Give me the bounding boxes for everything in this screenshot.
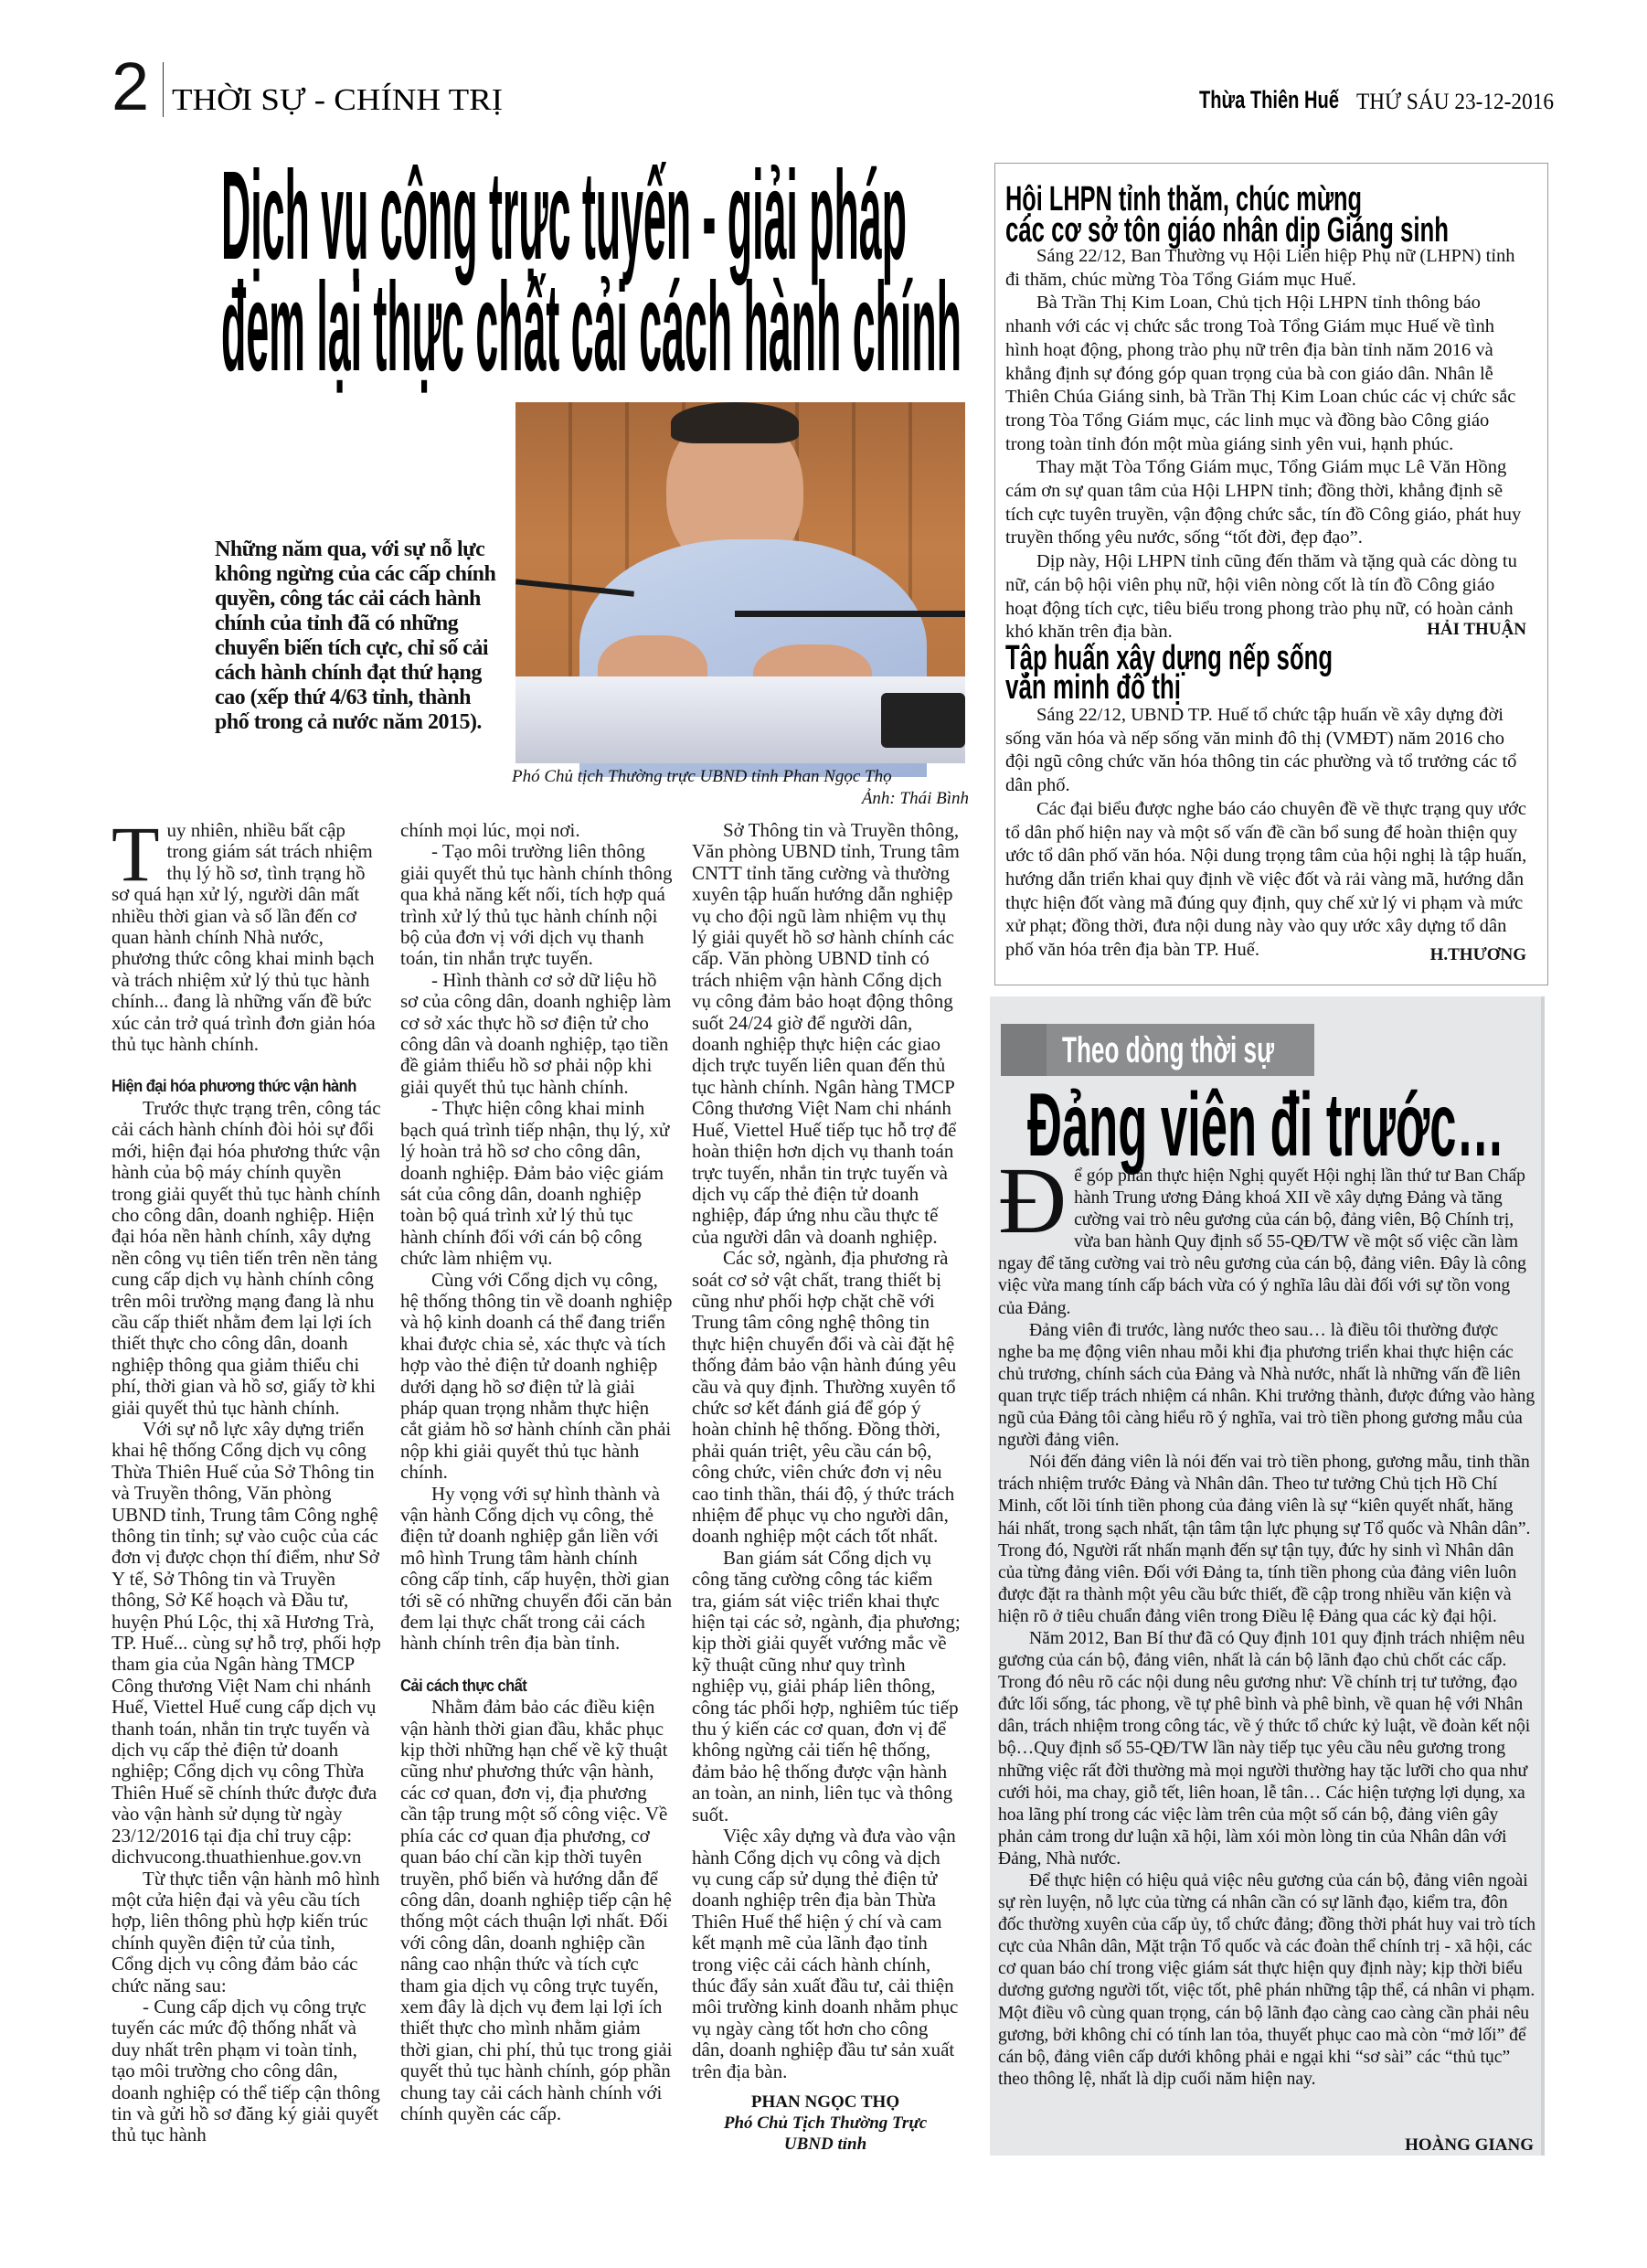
- issue-date: THỨ SÁU 23-12-2016: [1356, 90, 1568, 114]
- commentary-title-text: Đảng viên đi trước…: [1027, 1074, 1504, 1175]
- article-signature: [692, 2092, 959, 2155]
- paragraph: Các sở, ngành, địa phương rà soát cơ sở vật chất, trang thiết bị cũng như phối hợp chặt chẽ với Trung tâm công nghệ thông tin thực hiện chuyển đổi và cài đặt hệ thống đảm bảo vận hành đúng yêu cầu và quy định. Thường xuyên tổ chức sơ kết đánh giá để góp ý hoàn chỉnh hệ thống. Đồng thời, phải quán triệt, yêu cầu cán bộ, công chức, viên chức đơn vị nêu cao tinh thần, thái độ, ý thức trách nhiệm để phục vụ cho người dân, doanh nghiệp một cách tốt nhất.: [692, 1247, 957, 1548]
- paragraph: Thay mặt Tòa Tổng Giám mục, Tổng Giám mục Lê Văn Hồng cám ơn sự quan tâm của Hội LHPN tỉnh; đồng thời, khẳng định sẽ tích cực tuyên truyền, vận động chức sắc, tín đồ Công giáo, phát huy truyền thống yêu nước, sống “tốt đời, đẹp đạo”.: [1005, 457, 1522, 548]
- section-title: [172, 75, 519, 115]
- subheading: Hiện đại hóa phương thức vận hành: [112, 1077, 356, 1096]
- header-divider: [163, 62, 164, 117]
- paragraph: Các đại biểu được nghe báo cáo chuyên đề về thực trạng quy ước tổ dân phố hiện nay và một số vấn đề cần bổ sung để hoàn thiện quy ước tổ dân phố văn hóa. Nội dung trọng tâm của hội nghị là tập huấn, hướng dẫn triển khai quy định về việc đốt và rải vàng mã, hướng dẫn thực hiện đốt vàng mã đúng quy định, quy chế xử lý vi phạm và mức xử phạt; đồng thời, đưa nội dung này vào quy ước xây dựng tổ dân phố văn hóa trên địa bàn TP. Huế.: [1005, 798, 1527, 961]
- paragraph: Việc xây dựng và đưa vào vận hành Cổng dịch vụ công và dịch vụ cung cấp sử dụng thẻ điện tử doanh nghiệp trên địa bàn Thừa Thiên Huế thể hiện ý chí và cam kết mạnh mẽ của lãnh đạo tỉnh trong việc cải cách hành chính, thúc đẩy sản xuất đầu tư, cải thiện môi trường kinh doanh nhằm phục vụ ngày càng tốt hơn cho công dân, doanh nghiệp đầu tư sản xuất trên địa bàn.: [692, 1825, 959, 2082]
- paragraph: chính mọi lúc, mọi nơi.: [400, 819, 580, 841]
- author-title: UBND tỉnh: [783, 2135, 867, 2154]
- paragraph: Bà Trần Thị Kim Loan, Chủ tịch Hội LHPN tỉnh thông báo nhanh với các vị chức sắc trong Toà Tổng Giám mục Huế về tình hình hoạt động, phong trào phụ nữ trên địa bàn tỉnh năm 2016 và khẳng định sự đóng góp quan trọng của bà con giáo dân. Nhân lễ Thiên Chúa Giáng sinh, bà Trần Thị Kim Loan chúc các vị chức sắc trong Tòa Tổng Giám mục, các linh mục và đồng bào Công giáo trong toàn tỉnh đón một mùa giáng sinh yên vui, hạnh phúc.: [1005, 293, 1516, 454]
- caption-text: Phó Chủ tịch Thường trực UBND tỉnh Phan Ngọc Thọ: [512, 767, 892, 786]
- paragraph: - Hình thành cơ sở dữ liệu hồ sơ của công dân, doanh nghiệp làm cơ sở xác thực hồ sơ điện tử cho công dân và doanh nghiệp, tạo tiền đề giảm thiểu hồ sơ phải nộp khi giải quyết thủ tục hành chính.: [400, 968, 672, 1098]
- paragraph: - Tạo môi trường liên thông giải quyết thủ tục hành chính thông qua khả năng kết nối, tích hợp quá trình xử lý thủ tục hành chính nội bộ của đơn vị với dịch vụ thanh toán, tin nhắn trực tuyến.: [400, 840, 673, 970]
- paragraph: Sáng 22/12, Ban Thường vụ Hội Liên hiệp Phụ nữ (LHPN) tỉnh đi thăm, chúc mừng Tòa Tổng Giám mục Huế.: [1005, 246, 1515, 290]
- headline-line-2: đem lại thực chất cải cách hành chính: [221, 257, 962, 398]
- paragraph: - Cung cấp dịch vụ công trực tuyến các mức độ thống nhất và duy nhất trên phạm vi toàn tỉnh, tạo môi trường cho công dân, doanh nghiệp có thể tiếp cận thông tin và gửi hồ sơ đăng ký giải quyết thủ tục hành: [112, 1995, 380, 2146]
- brief-2-title-line-2: văn minh đô thị: [1005, 668, 1181, 707]
- photo-credit: Ảnh: Thái Bình: [861, 789, 969, 808]
- brief-1-title: [1005, 180, 1545, 250]
- paragraph: Với sự nỗ lực xây dựng triển khai hệ thống Cổng dịch vụ công Thừa Thiên Huế của Sở Thông tin và Truyền thông, Văn phòng UBND tỉnh, Trung tâm Công nghệ thông tin tỉnh; sự vào cuộc của các đơn vị được chọn thí điểm, như Sở Y tế, Sở Thông tin và Truyền thông, Sở Kế hoạch và Đầu tư, huyện Phú Lộc, thị xã Hương Trà, TP. Huế... cùng sự hỗ trợ, phối hợp tham gia của Ngân hàng TMCP Công thương Việt Nam chi nhánh Huế, Viettel Huế cung cấp dịch vụ thanh toán, nhắn tin trực tuyến và dịch vụ cấp thẻ điện tử doanh nghiệp; Cổng dịch vụ công Thừa Thiên Huế sẽ chính thức được đưa vào vận hành sử dụng từ ngày 23/12/2016 tại địa chỉ truy cập: dichvucong.thuathienhue.gov.vn: [112, 1417, 381, 1869]
- paragraph: Ban giám sát Cổng dịch vụ công tăng cường công tác kiểm tra, giám sát việc triển khai thực hiện tại các sở, ngành, địa phương; kịp thời giải quyết vướng mắc về kỹ thuật cũng như quy trình nghiệp vụ, giải pháp liên thông, công tác phối hợp, nghiêm túc tiếp thu ý kiến các cơ quan, đơn vị để không ngừng cải tiến hệ thống, đảm bảo hệ thống được vận hành an toàn, an ninh, liên tục và thông suốt.: [692, 1546, 961, 1826]
- brief-2-title-line-1: Tập huấn xây dựng nếp sống: [1005, 639, 1333, 677]
- paragraph: uy nhiên, nhiều bất cập trong giám sát trách nhiệm thụ lý hồ sơ, tình trạng hồ sơ quá hạn xử lý, người dân mất nhiều thời gian và số lần đến cơ quan hành chính Nhà nước, phương thức công khai minh bạch và trách nhiệm xử lý thủ tục hành chính... đang là những vấn đề bức xúc cản trở quá trình đơn giản hóa thủ tục hành chính.: [112, 819, 376, 1056]
- article-column-1: [112, 810, 381, 2146]
- drop-cap: Đ: [998, 1148, 1068, 1253]
- brief-2-byline: H.THƯƠNG: [1429, 945, 1526, 964]
- brief-2-title: [1005, 640, 1545, 706]
- subheading: Cải cách thực chất: [400, 1676, 527, 1695]
- masthead-date: [1199, 80, 1568, 117]
- paragraph: Sáng 22/12, UBND TP. Huế tổ chức tập huấn về xây dựng đời sống văn hóa và nếp sống văn minh đô thị (VMĐT) năm 2016 cho đội ngũ công chức văn hóa thông tin các phường và tổ trưởng các tổ dân phố.: [1005, 705, 1517, 796]
- article-headline: [219, 145, 969, 402]
- paragraph: Năm 2012, Ban Bí thư đã có Quy định 101 quy định trách nhiệm nêu gương của cán bộ, đảng viên, nhất là cán bộ lãnh đạo chủ chốt các cấp. Trong đó nêu rõ các nội dung nêu gương như: Về chính trị tư tưởng, đạo đức lối sống, tác phong, về tự phê bình và phê bình, về quan hệ với Nhân dân, trách nhiệm trong công tác, về ý thức tổ chức kỷ luật, về đoàn kết nội bộ…Quy định số 55-QĐ/TW lần này tiếp tục yêu cầu nêu gương trong những việc rất đời thường mà mọi người thường hay tặc lưỡi cho qua như cưới hỏi, ma chay, giỗ tết, liên hoan, lễ tân… Các hiện tượng lợi dụng, xa hoa lãng phí trong các việc làm trên của một số cán bộ, đảng viên gây phản cảm trong dư luận xã hội, làm xói mòn lòng tin của Nhân dân với Đảng, Nhà nước.: [998, 1628, 1531, 1869]
- paragraph: Hy vọng với sự hình thành và vận hành Cổng dịch vụ công, thẻ điện tử doanh nghiệp gắn liền với mô hình Trung tâm hành chính công cấp tỉnh, cấp huyện, thời gian tới sẽ có những chuyển đổi căn bản đem lại thực chất trong cải cách hành chính trên địa bàn tỉnh.: [400, 1482, 673, 1655]
- paragraph: Nói đến đảng viên là nói đến vai trò tiền phong, gương mẫu, tinh thần trách nhiệm trước Đảng và Nhân dân. Theo tư tưởng Chủ tịch Hồ Chí Minh, cốt lõi tính tiền phong của đảng viên là sự “kiên quyết nhất, hăng hái nhất, trong sạch nhất, tận tâm tận lực phụng sự Tổ quốc và Nhân dân”. Trong đó, Người rất nhấn mạnh đến sự tận tụy, đức hy sinh vì Nhân dân của từng đảng viên. Đối với Đảng ta, tính tiền phong của đảng viên luôn được đặt ra thành một yêu cầu bức thiết, đề cập trong nhiều văn kiện và hiện rõ ở tiêu chuẩn đảng viên trong Điều lệ Đảng qua các kỳ đại hội.: [998, 1453, 1531, 1626]
- kicker-text: Theo dòng thời sự: [1062, 1030, 1275, 1070]
- paragraph: Để thực hiện có hiệu quả việc nêu gương của cán bộ, đảng viên ngoài sự rèn luyện, nỗ lực của từng cá nhân cần có sự lãnh đạo, kiểm tra, đôn đốc thường xuyên của cấp ủy, tổ chức đảng; đồng thời phát huy vai trò tích cực của Nhân dân, Mặt trận Tổ quốc và các đoàn thể chính trị - xã hội, các cơ quan báo chí trong việc giám sát thực hiện quy định này; kịp thời biểu dương gương người tốt, việc tốt, phê phán những tập thể, cá nhân vi phạm. Một điều vô cùng quan trọng, cán bộ lãnh đạo càng cao càng cần phải nêu gương, bởi không chỉ có tính lan tỏa, thuyết phục cao mà còn “mở lối” để cán bộ, đảng viên cấp dưới không phải e ngại khi “sơ sài” các “thủ tục” theo thông lệ, nhất là dịp cuối năm hiện nay.: [998, 1871, 1536, 2089]
- section-title-text: THỜI SỰ - CHÍNH TRỊ: [172, 83, 477, 117]
- paragraph: ể góp phần thực hiện Nghị quyết Hội nghị lần thứ tư Ban Chấp hành Trung ương Đảng khoá XII về xây dựng Đảng và tăng cường vai trò nêu gương của cán bộ, đảng viên, Bộ Chính trị, vừa ban hành Quy định số 55-QĐ/TW về một số việc cần làm ngay để tăng cường vai trò nêu gương của cán bộ, đảng viên. Đây là công việc vừa mang tính cấp bách vừa có ý nghĩa lâu dài đối với sự tồn vong của Đảng.: [998, 1166, 1526, 1318]
- microphone: [735, 611, 965, 617]
- author-title: Phó Chủ Tịch Thường Trực: [723, 2114, 928, 2133]
- paragraph: Nhằm đảm bảo các điều kiện vận hành thời gian đầu, khắc phục kịp thời những hạn chế về kỹ thuật cũng như phương thức vận hành, các cơ quan, đơn vị, địa phương cần tập trung một số công việc. Về phía các cơ quan địa phương, cơ quan báo chí cần kịp thời tuyên truyền, phổ biến và hướng dẫn để công dân, doanh nghiệp tiếp cận hệ thống một cách thuận lợi nhất. Đối với công dân, doanh nghiệp cần nâng cao nhận thức và tích cực tham gia dịch vụ công trực tuyến, xem đây là dịch vụ đem lại lợi ích thiết thực cho mình nhằm giảm thời gian, chi phí, thủ tục trong giải quyết thủ tục hành chính, góp phần chung tay cải cách hành chính với chính quyền các cấp.: [400, 1696, 673, 2124]
- paragraph: Sở Thông tin và Truyền thông, Văn phòng UBND tỉnh, Trung tâm CNTT tỉnh tăng cường và thường xuyên tập huấn hướng dẫn nghiệp vụ cho đội ngũ làm nhiệm vụ thụ lý giải quyết hồ sơ hành chính các cấp. Văn phòng UBND tỉnh có trách nhiệm vận hành Cổng dịch vụ công đảm bảo hoạt động thông suốt 24/24 giờ để người dân, doanh nghiệp thực hiện các giao dịch trực tuyến liên quan đến thủ tục hành chính. Ngân hàng TMCP Công thương Việt Nam chi nhánh Huế, Viettel Huế tiếp tục hỗ trợ để hoàn thiện hơn dịch vụ thanh toán trực tuyến, nhắn tin trực tuyến và dịch vụ cấp thẻ điện tử doanh nghiệp, đáp ứng nhu cầu thực tế của người dân và doanh nghiệp.: [692, 819, 960, 1248]
- paragraph: Trước thực trạng trên, công tác cải cách hành chính đòi hỏi sự đổi mới, hiện đại hóa phương thức vận hành của bộ máy chính quyền trong giải quyết thủ tục hành chính cho công dân, doanh nghiệp. Hiện đại hóa nền hành chính, xây dựng nền công vụ tiên tiến trên nền tảng cung cấp dịch vụ hành chính công trên môi trường mạng đang là nhu cầu cấp thiết nhằm đem lại lợi ích thiết thực cho công dân, doanh nghiệp thông qua giảm thiểu chi phí, thời gian và hồ sơ, giấy tờ khi giải quyết thủ tục hành chính.: [112, 1096, 381, 1419]
- kicker-band-accent: [1001, 1024, 1047, 1076]
- paragraph: Dịp này, Hội LHPN tỉnh cũng đến thăm và tặng quà các dòng tu nữ, cán bộ hội viên phụ nữ, hội viên nòng cốt là tín đồ Công giáo hoạt động tích cực, tiêu biểu trong phong trào phụ nữ, có hoàn cảnh khó khăn trên địa bàn.: [1005, 551, 1517, 643]
- paragraph: Đảng viên đi trước, làng nước theo sau… là điều tôi thường được nghe ba mẹ động viên nhau mỗi khi địa phương triển khai thực hiện các chủ trương, chính sách của Đảng và Nhà nước, nhất là những vấn đề liên quan trực tiếp trách nhiệm cá nhân. Khi trưởng thành, được đứng vào hàng ngũ của Đảng tôi càng hiểu rõ ý nghĩa, vai trò tiền phong gương mẫu của người đảng viên.: [998, 1320, 1535, 1451]
- article-column-2: [400, 820, 675, 2124]
- commentary-body: [998, 1148, 1537, 2091]
- paragraph: Cùng với Cổng dịch vụ công, hệ thống thông tin về doanh nghiệp và hộ kinh doanh cá thể đang triển khai được chia sẻ, xác thực và tích hợp vào thẻ điện tử doanh nghiệp dưới dạng hồ sơ điện tử là giải pháp quan trọng nhằm thực hiện cắt giảm hồ sơ hành chính cần phải nộp khi giải quyết thủ tục hành chính.: [400, 1268, 673, 1484]
- brief-2-body: [1005, 704, 1531, 963]
- brief-1-title-line-1: Hội LHPN tỉnh thăm, chúc mừng: [1005, 180, 1362, 218]
- paragraph: - Thực hiện công khai minh bạch quá trình tiếp nhận, thụ lý, xử lý hoàn trả hồ sơ cho công dân, doanh nghiệp. Đảm bảo việc giám sát của công dân, doanh nghiệp toàn bộ quá trình xử lý thủ tục hành chính đối với cán bộ công chức làm nhiệm vụ.: [400, 1097, 670, 1270]
- brief-1-title-line-2: các cơ sở tôn giáo nhân dịp Giáng sinh: [1005, 211, 1449, 250]
- commentary-title: [1024, 1074, 1517, 1175]
- photo-caption: [512, 766, 969, 810]
- article-lead: Những năm qua, với sự nỗ lực không ngừng của các cấp chính quyền, công tác cải cách hành chính của tỉnh đã có những chuyển biến tích cực, chỉ số cải cách hành chính đạt thứ hạng cao (xếp thứ 4/63 tỉnh, thành phố trong cả nước năm 2015).: [215, 538, 496, 734]
- masthead: Thừa Thiên Huế: [1199, 86, 1340, 113]
- article-photo: [515, 402, 965, 763]
- brief-1-byline: HẢI THUẬN: [1427, 620, 1526, 639]
- drop-cap: T: [112, 810, 160, 898]
- author-name: PHAN NGỌC THỌ: [750, 2092, 900, 2112]
- commentary-byline: HOÀNG GIANG: [1405, 2135, 1534, 2155]
- headline-line-1: Dịch vụ công trực tuyến - giải pháp: [221, 145, 907, 286]
- paragraph: Từ thực tiễn vận hành mô hình một cửa hiện đại và yêu cầu tích hợp, liên thông phù hợp kiến trúc chính quyền điện tử của tỉnh, Cổng dịch vụ công đảm bảo các chức năng sau:: [112, 1867, 380, 1996]
- page-number: 2: [112, 48, 150, 124]
- brief-1-body: [1005, 245, 1531, 644]
- kicker-label: [1062, 1026, 1318, 1077]
- article-column-3: [692, 820, 962, 2082]
